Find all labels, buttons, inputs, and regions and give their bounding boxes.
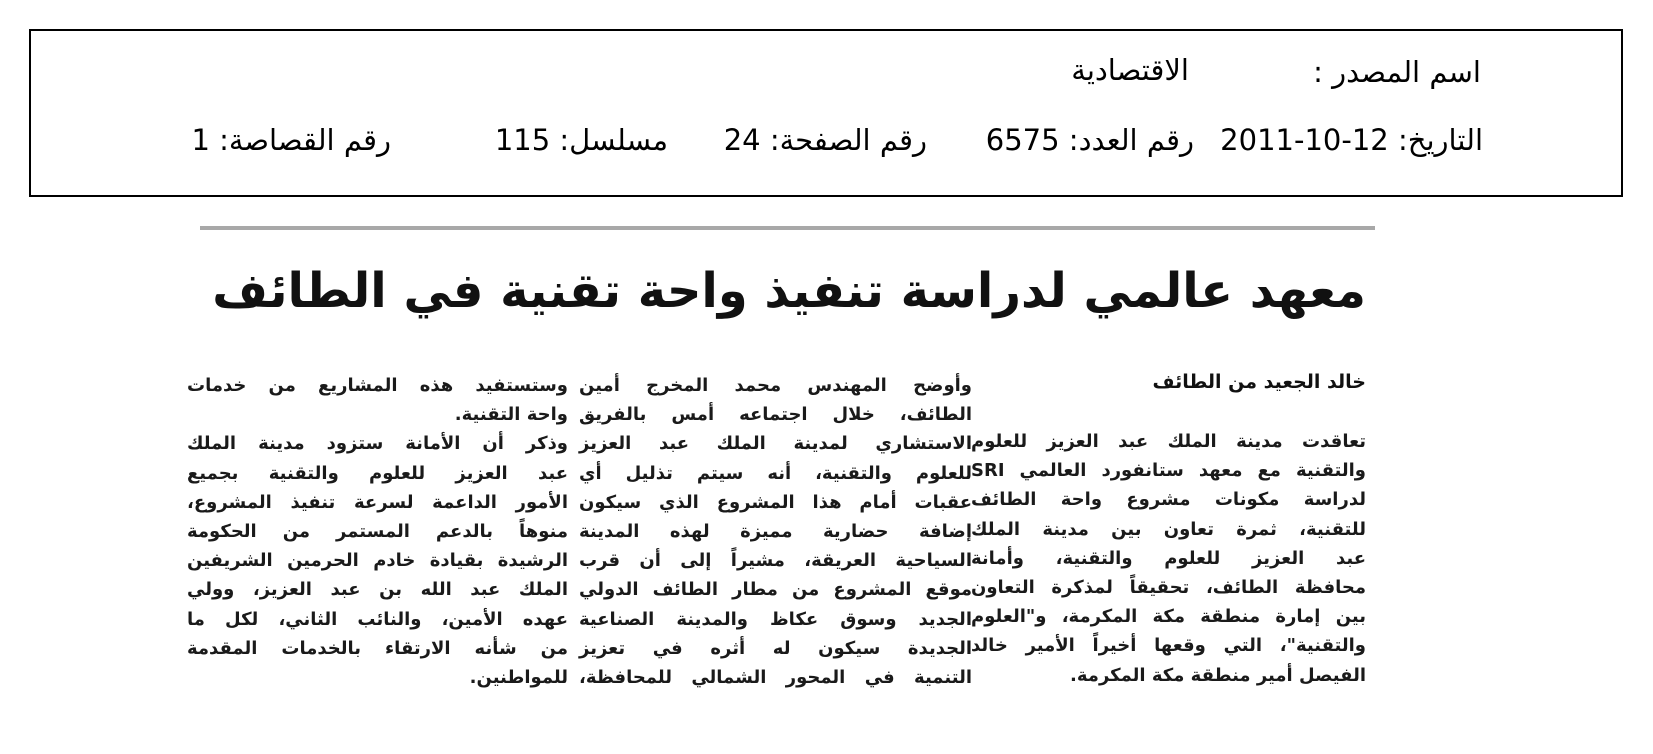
text-line: وذكر أن الأمانة ستزود مدينة الملك — [187, 433, 568, 455]
article-byline: خالد الجعيد من الطائف — [1152, 371, 1366, 393]
text-line: الطائف، خلال اجتماعه أمس بالفريق — [579, 404, 972, 426]
source-value: الاقتصادية — [1071, 53, 1189, 87]
text-line: والتقنية"، التي وقعها أخيراً الأمير خالد — [971, 635, 1366, 657]
page-number-field: رقم الصفحة: 24 — [723, 123, 927, 157]
text-line: والتقنية مع معهد ستانفورد العالمي SRI — [971, 460, 1366, 482]
clipping-info-box — [29, 29, 1623, 197]
text-line: منوهاً بالدعم المستمر من الحكومة — [187, 521, 568, 543]
text-line: عقبات أمام هذا المشروع الذي سيكون — [579, 491, 972, 513]
article-column-3 — [187, 371, 568, 692]
text-line: الأمور الداعمة لسرعة تنفيذ المشروع، — [187, 491, 568, 513]
article-headline: معهد عالمي لدراسة تنفيذ واحة تقنية في الطائف — [212, 263, 1366, 319]
serial-field: مسلسل: 115 — [494, 123, 668, 157]
text-line: تعاقدت مدينة الملك عبد العزيز للعلوم — [971, 431, 1366, 452]
text-line: التنمية في المحور الشمالي للمحافظة، — [579, 667, 972, 689]
headline-divider — [200, 226, 1375, 230]
text-line: للمواطنين. — [469, 667, 568, 689]
text-line: الاستشاري لمدينة الملك عبد العزيز — [579, 433, 972, 455]
text-line: الفيصل أمير منطقة مكة المكرمة. — [1070, 664, 1366, 686]
text-line: لدراسة مكونات مشروع واحة الطائف — [971, 489, 1366, 511]
text-line: السياحية العريقة، مشيراً إلى أن قرب — [579, 550, 972, 572]
article-column-1 — [971, 427, 1366, 690]
text-line: وأوضح المهندس محمد المخرج أمين — [579, 375, 972, 396]
text-line: عبد العزيز للعلوم والتقنية بجميع — [187, 462, 568, 484]
issue-number-field: رقم العدد: 6575 — [985, 123, 1194, 157]
text-line: من شأنه الارتقاء بالخدمات المقدمة — [187, 637, 568, 659]
text-line: الجديدة سيكون له أثره في تعزيز — [579, 637, 972, 659]
text-line: الملك عبد الله بن عبد العزيز، وولي — [187, 579, 568, 601]
text-line: إضافة حضارية مميزة لهذه المدينة — [579, 521, 972, 543]
text-line: محافظة الطائف، تحقيقاً لمذكرة التعاون — [971, 577, 1366, 599]
text-line: الرشيدة بقيادة خادم الحرمين الشريفين — [187, 550, 568, 572]
article-column-2 — [579, 371, 972, 692]
text-line: عهده الأمين، والنائب الثاني، لكل ما — [187, 608, 568, 630]
clipping-number-field: رقم القصاصة: 1 — [191, 123, 391, 157]
text-line: موقع المشروع من مطار الطائف الدولي — [579, 579, 972, 601]
text-line: بين إمارة منطقة مكة المكرمة، و"العلوم — [971, 606, 1366, 628]
date-field: التاريخ: 12-10-2011 — [1220, 123, 1483, 157]
text-line: للعلوم والتقنية، أنه سيتم تذليل أي — [579, 462, 972, 484]
source-label: اسم المصدر : — [1313, 55, 1481, 89]
text-line: واحة التقنية. — [454, 404, 568, 426]
text-line: للتقنية، ثمرة تعاون بين مدينة الملك — [971, 518, 1366, 540]
text-line: الجديد وسوق عكاظ والمدينة الصناعية — [579, 608, 972, 630]
text-line: عبد العزيز للعلوم والتقنية، وأمانة — [971, 547, 1366, 569]
text-line: وستستفيد هذه المشاريع من خدمات — [187, 375, 568, 396]
